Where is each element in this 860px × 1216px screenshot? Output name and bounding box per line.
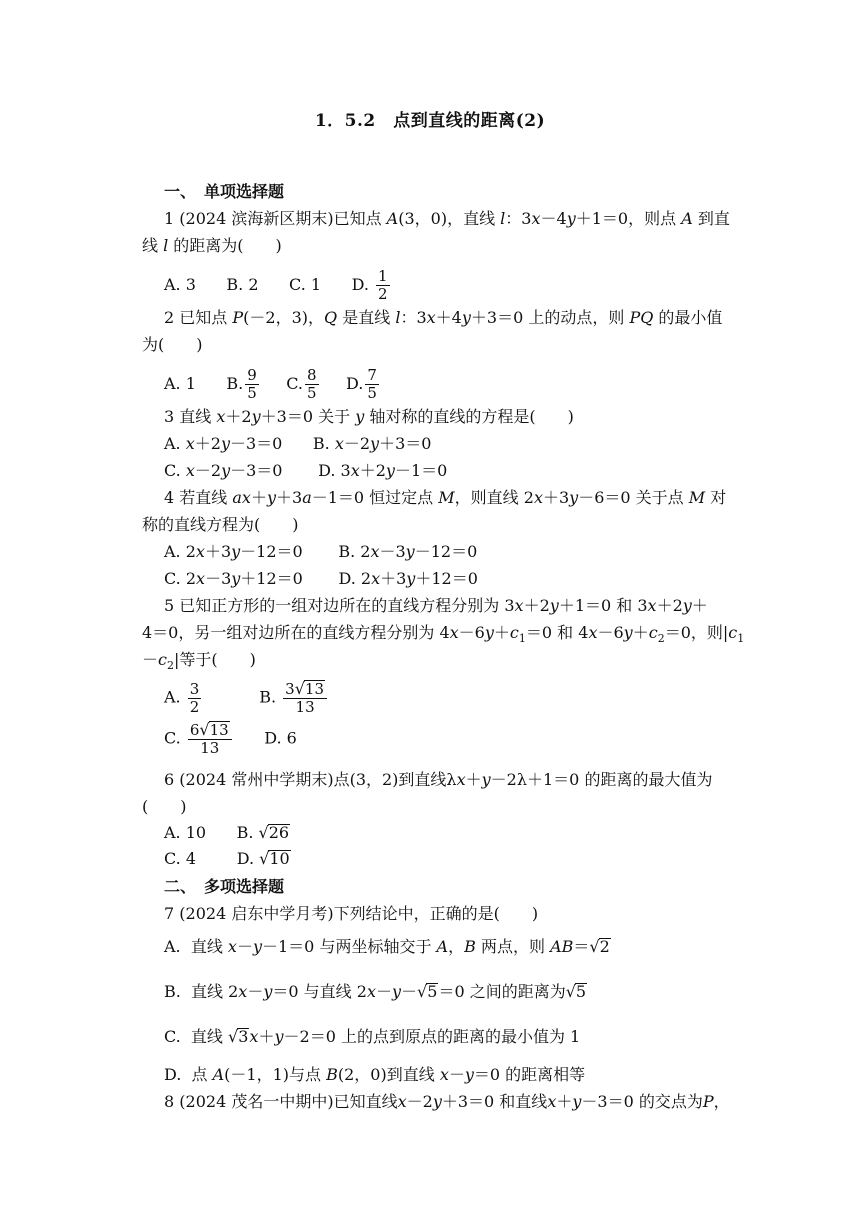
question-7-line-1: 7 (2024 启东中学月考)下列结论中，正确的是( )	[164, 904, 539, 923]
question-1-line-1: 1 (2024 滨海新区期末)已知点 A(3，0)，直线 l：3x－4y＋1＝0，则点 A 到直	[164, 209, 730, 228]
question-3-options-ab: A. x＋2y－3＝0 B. x－2y＋3＝0	[164, 434, 432, 453]
question-2-line-1: 2 已知点 P(－2，3)，Q 是直线 l：3x＋4y＋3＝0 上的动点，则 PQ 的最小值	[164, 308, 723, 327]
question-3-line-1: 3 直线 x＋2y＋3＝0 关于 y 轴对称的直线的方程是( )	[164, 407, 574, 426]
section-heading-multiple-choice: 二、 多项选择题	[164, 877, 285, 896]
question-4-line-2: 称的直线方程为( )	[142, 515, 299, 534]
question-7-option-b: B. 直线 2x－y＝0 与直线 2x－y－√5＝0 之间的距离为√5	[164, 982, 587, 1001]
question-4-options-ab: A. 2x＋3y－12＝0 B. 2x－3y－12＝0	[164, 542, 478, 561]
fraction-one-half: $\frac{1}{2}$	[378, 267, 388, 303]
question-6-options-cd: C. 4 D. √10	[164, 849, 290, 868]
question-1-line-2: 线 l 的距离为( )	[142, 236, 282, 255]
question-5-line-2: 4＝0，另一组对边所在的直线方程分别为 $4x-6y+c_1=0$ 和 $4x-6y+c_2=0$，则$|c_1$	[142, 623, 745, 646]
question-5-line-3: $-c_2|$等于( )	[142, 650, 256, 673]
question-6-line-2: ( )	[142, 797, 187, 816]
question-4-options-cd: C. 2x－3y＋12＝0 D. 2x＋3y＋12＝0	[164, 569, 478, 588]
question-5-line-1: 5 已知正方形的一组对边所在的直线方程分别为 3x＋2y＋1＝0 和 3x＋2y＋	[164, 596, 708, 615]
question-1-options: A. 3 B. 2 C. 1 D. $\frac{1}{2}$	[164, 267, 388, 303]
question-8-line-1: 8 (2024 茂名一中期中)已知直线x－2y＋3＝0 和直线x＋y－3＝0 的交点为P，	[164, 1092, 730, 1111]
section-heading-single-choice: 一、 单项选择题	[164, 182, 285, 201]
question-5-options-cd: C. $\frac{6√13}{13}$ D. 6	[164, 720, 297, 757]
question-5-options-ab: A. $\frac{3}{2}$ B. $\frac{3√13}{13}$	[164, 680, 329, 716]
question-4-line-1: 4 若直线 ax＋y＋3a－1＝0 恒过定点 M，则直线 2x＋3y－6＝0 关于点 M 对	[164, 488, 727, 507]
question-2-line-2: 为( )	[142, 335, 203, 354]
question-6-line-1: 6 (2024 常州中学期末)点(3，2)到直线λx＋y－2λ＋1＝0 的距离的最大值为	[164, 770, 713, 789]
question-6-options-ab: A. 10 B. √26	[164, 823, 290, 842]
question-7-option-d: D. 点 A(－1，1)与点 B(2，0)到直线 x－y＝0 的距离相等	[164, 1065, 586, 1084]
question-7-option-c: C. 直线 √3x＋y－2＝0 上的点到原点的距离的最小值为 1	[164, 1027, 581, 1046]
page-title: 1．5.2 点到直线的距离(2)	[314, 111, 546, 131]
question-3-options-cd: C. x－2y－3＝0 D. 3x＋2y－1＝0	[164, 461, 448, 480]
question-2-options: A. 1 B. $\frac{9}{5}$ C. $\frac{8}{5}$ D. $\frac{7}{5}$	[164, 366, 377, 402]
question-7-option-a: A. 直线 x－y－1＝0 与两坐标轴交于 A，B 两点，则 AB＝√2	[164, 937, 610, 956]
